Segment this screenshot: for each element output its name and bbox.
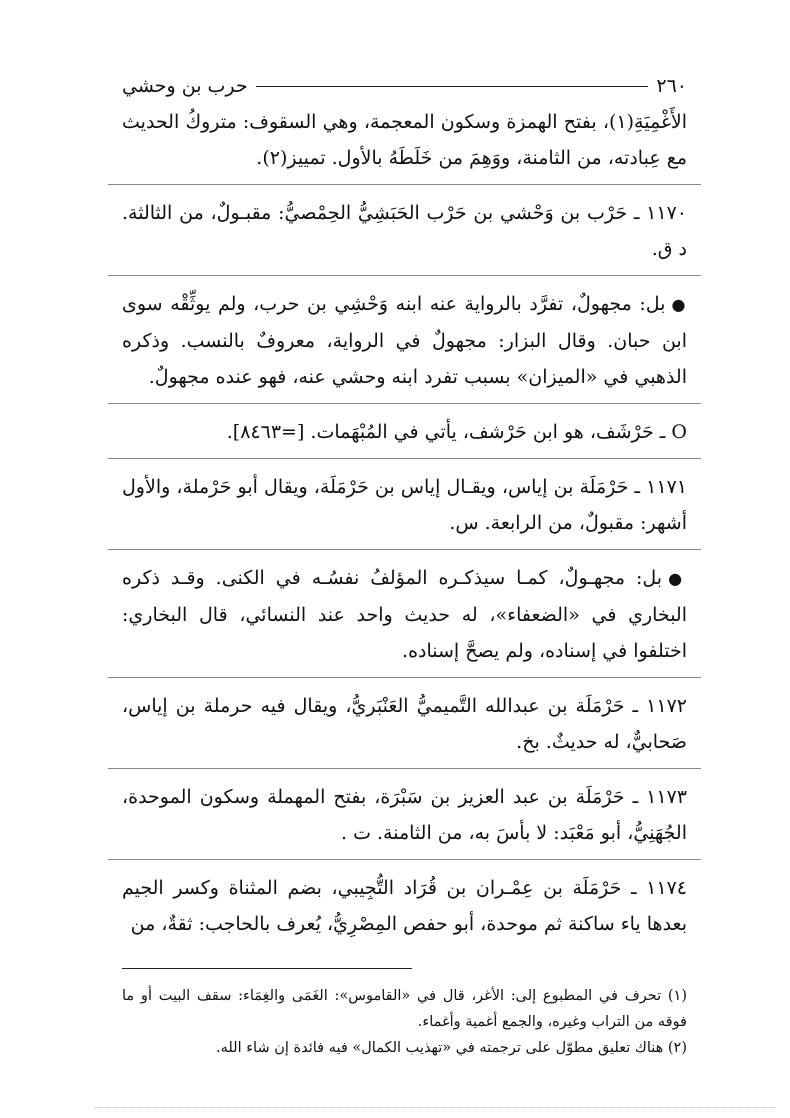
entry-divider [108, 677, 701, 678]
footnote-separator [122, 968, 412, 969]
book-page [122, 72, 687, 1061]
page-header [122, 72, 687, 100]
entry-divider [108, 403, 701, 404]
header-rule [256, 86, 649, 87]
entry-1173: ١١٧٣ ـ حَرْمَلَة بن عبد العزيز بن سَبْرَة، بفتح المهملة وسكون الموحدة، الجُهَنِيُّ، أبو مَعْبَد: لا بأسَ به، من الثامنة. ت . [122, 786, 687, 844]
editor-note-1171: ● بل: مجهـولٌ، كمـا سيذكـره المؤلفُ نفسُـه في الكنى. وقـد ذكره البخاري في «الضعفاء»، له حديث واحد عند النسائي، قال البخاري: اختلفوا في إسناده، ولم يصحَّ إسناده. [122, 560, 687, 669]
running-title: حرب بن وحشي [122, 75, 248, 97]
entry-continuation: الأَغْمِيَةِ(١)، بفتح الهمزة وسكون المعجمة، وهي السقوف: متروكُ الحديث مع عِبادته، من الثامنة، ووَهِمَ من خَلَطَهُ بالأول. تمييز(٢). [122, 111, 687, 169]
entry-divider [108, 859, 701, 860]
page-number: ٢٦٠ [656, 75, 687, 97]
entry-divider [108, 458, 701, 459]
editor-note-1170: ● بل: مجهولٌ، تفرَّد بالرواية عنه ابنه وَحْشِي بن حرب، ولم يوثِّقْه سوى ابن حبان. وقال البزار: مجهولٌ في الرواية، معروفٌ بالنسب. وذكره الذهبي في «الميزان» بسبب تفرد ابنه وحشي عنه، فهو عنده مجهولٌ. [122, 286, 687, 395]
entry-divider [108, 184, 701, 185]
entry-1174: ١١٧٤ ـ حَرْمَلَة بن عِمْـران بن قُرَاد التُّجِيبي، بضم المثناة وكسر الجيم بعدها ياء ساكنة ثم موحدة، أبو حفص المِصْرِيُّ، يُعرف بالحاجب: ثقةٌ، من [122, 877, 687, 935]
footnote-2: (٢) هناك تعليق مطوّل على ترجمته في «تهذيب الكمال» فيه فائدة إن شاء الله. [215, 1040, 687, 1056]
entry-1170: ١١٧٠ ـ حَرْب بن وَحْشي بن حَرْب الحَبَشِيُّ الحِمْصيُّ: مقبـولٌ، من الثالثة. د ق. [122, 202, 687, 260]
entry-harshaf: O ـ حَرْشَف، هو ابن حَرْشف، يأتي في المُبْهَمات. [=٨٤٦٣]. [226, 421, 687, 443]
entry-divider [108, 275, 701, 276]
entry-1172: ١١٧٢ ـ حَرْمَلَة بن عبدالله التَّميميُّ العَنْبَريُّ، ويقال فيه حرملة بن إياس، صَحابيٌّ، له حديثٌ. بخ. [122, 695, 687, 753]
entry-divider [108, 549, 701, 550]
footnotes [122, 983, 687, 1061]
footnote-1: (١) تحرف في المطبوع إلى: الأغر، قال في «القاموس»: الغَمَى والغِمَاء: سقف البيت أو ما فوقه من التراب وغيره، والجمع أغمية وأغماء. [122, 988, 687, 1030]
scan-edge-dots [95, 1097, 775, 1108]
entry-1171: ١١٧١ ـ حَرْمَلَة بن إياس، ويقـال إياس بن حَرْمَلَة، ويقال أبو حَرْملة، والأول أشهر: مقبولٌ، من الرابعة. س. [122, 476, 687, 534]
entry-divider [108, 768, 701, 769]
